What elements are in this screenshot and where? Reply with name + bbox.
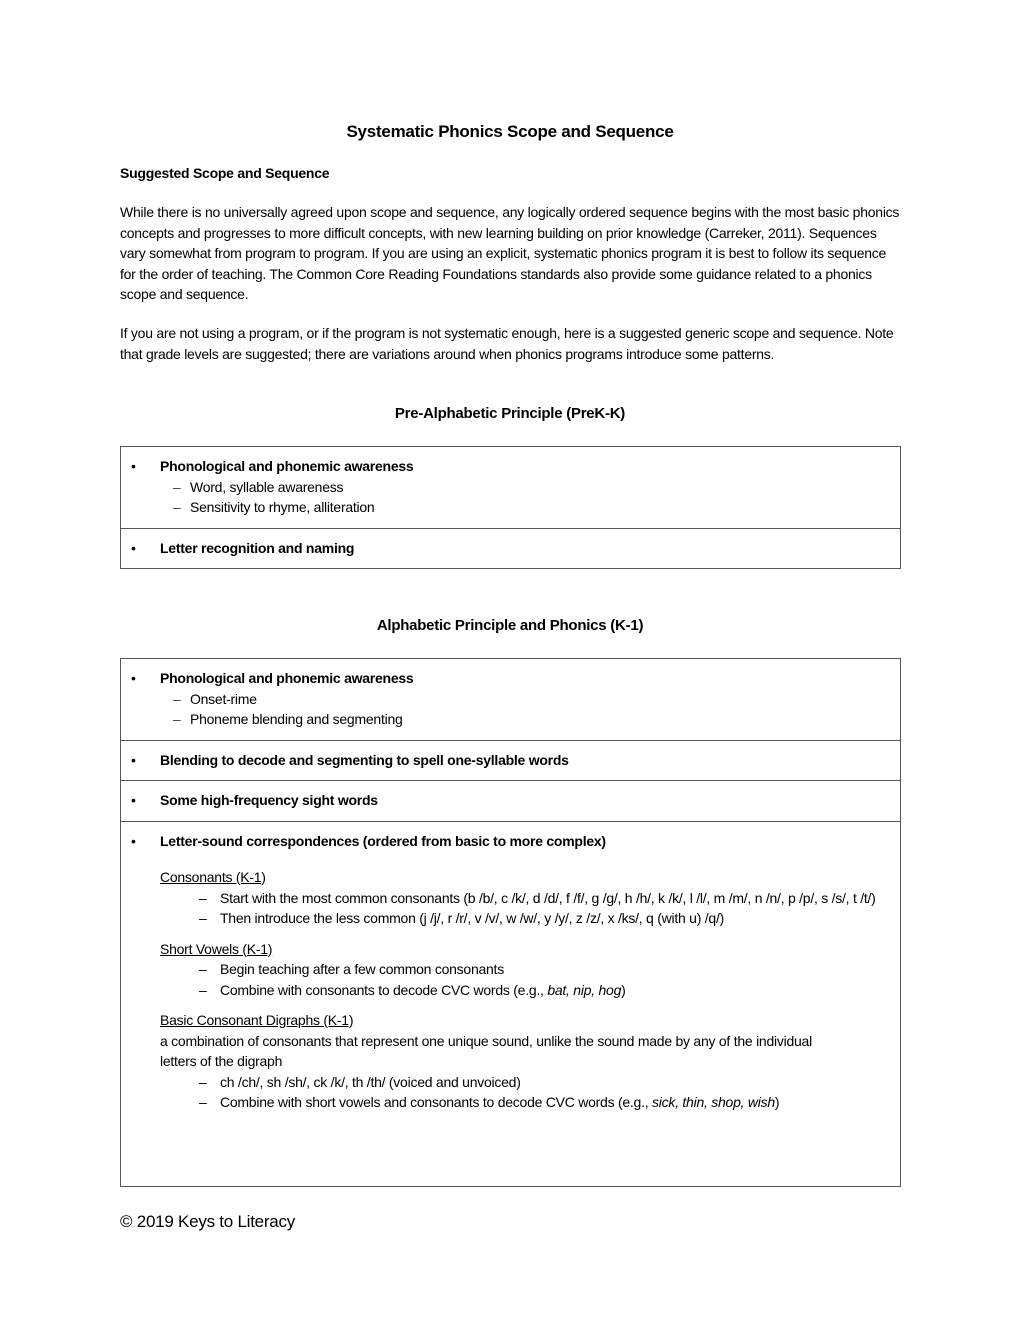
bullet-item: • Letter-sound correspondences (ordered from basic to more complex)	[121, 831, 900, 852]
sub-item: – Word, syllable awareness	[121, 477, 900, 498]
sub-item	[121, 1092, 900, 1113]
sub-item: – Sensitivity to rhyme, alliteration	[121, 497, 900, 518]
sub-item: – ch /ch/, sh /sh/, ck /k/, th /th/ (voiced and unvoiced)	[121, 1072, 900, 1093]
bullet-item: • Blending to decode and segmenting to spell one-syllable words	[121, 750, 900, 771]
digraphs-heading: Basic Consonant Digraphs (K-1)	[160, 1012, 354, 1028]
page-title: Systematic Phonics Scope and Sequence	[346, 122, 674, 141]
table-row	[121, 659, 900, 740]
short-vowels-heading: Short Vowels (K-1)	[160, 940, 273, 957]
section-heading-k1: Alphabetic Principle and Phonics (K-1)	[376, 617, 644, 634]
k1-table	[120, 658, 901, 1187]
examples: sick, thin, shop, wish	[652, 1094, 775, 1110]
sub-item: – Onset-rime	[121, 689, 900, 710]
consonants-heading: Consonants (K-1)	[160, 869, 266, 885]
sub-item	[121, 980, 900, 1001]
examples: bat, nip, hog	[547, 981, 622, 998]
sub-item: – Start with the most common consonants (b /b/, c /k/, d /d/, f /f/, g /g/, h /h/, k /k/, l /l/, m /m/, n /n/, p /p/, s /s/, t /t/)	[121, 888, 900, 909]
intro-paragraph: While there is no universally agreed upon scope and sequence, any logically ordered sequence begins with the most basic phonics concepts and progresses to more difficult concepts, with new learning building on prior knowledge (Carreker, 2011). Sequences vary somewhat from program to program. If you are using an explicit, systematic phonics program it is best to follow its sequence for the order of teaching. The Common Core Reading Foundations standards also provide some guidance related to a phonics scope and sequence.	[120, 204, 900, 302]
bullet-item: • Letter recognition and naming	[121, 538, 900, 559]
sub-item: – Begin teaching after a few common consonants	[121, 959, 900, 980]
section-heading-prek: Pre-Alphabetic Principle (PreK-K)	[394, 405, 626, 422]
prek-table	[120, 446, 901, 569]
table-row	[121, 528, 900, 569]
sub-item: – Phoneme blending and segmenting	[121, 709, 900, 730]
program-paragraph: If you are not using a program, or if the program is not systematic enough, here is a suggested generic scope and sequence. Note that grade levels are suggested; there are variations around when phonics programs introduce some patterns.	[120, 325, 894, 362]
text: )	[621, 981, 626, 998]
text: Combine with consonants to decode CVC words (e.g.,	[220, 981, 548, 998]
table-row	[121, 447, 900, 528]
sub-item: – Then introduce the less common (j /j/, r /r/, v /v/, w /w/, y /y/, z /z/, x /ks/, q (with u) /q/)	[121, 908, 900, 929]
text: )	[774, 1094, 780, 1110]
text: Combine with short vowels and consonants to decode CVC words (e.g.,	[220, 1094, 653, 1110]
table-row	[121, 821, 900, 1123]
digraphs-description: a combination of consonants that represent one unique sound, unlike the sound made by any of the individual letters of the digraph	[160, 1032, 812, 1069]
bullet-item: • Some high-frequency sight words	[121, 790, 900, 811]
subtitle: Suggested Scope and Sequence	[120, 165, 330, 181]
bullet-item: • Phonological and phonemic awareness	[121, 456, 900, 477]
table-row	[121, 780, 900, 821]
copyright-footer: © 2019 Keys to Literacy	[120, 1212, 295, 1231]
table-row	[121, 740, 900, 781]
bullet-item: • Phonological and phonemic awareness	[121, 668, 900, 689]
